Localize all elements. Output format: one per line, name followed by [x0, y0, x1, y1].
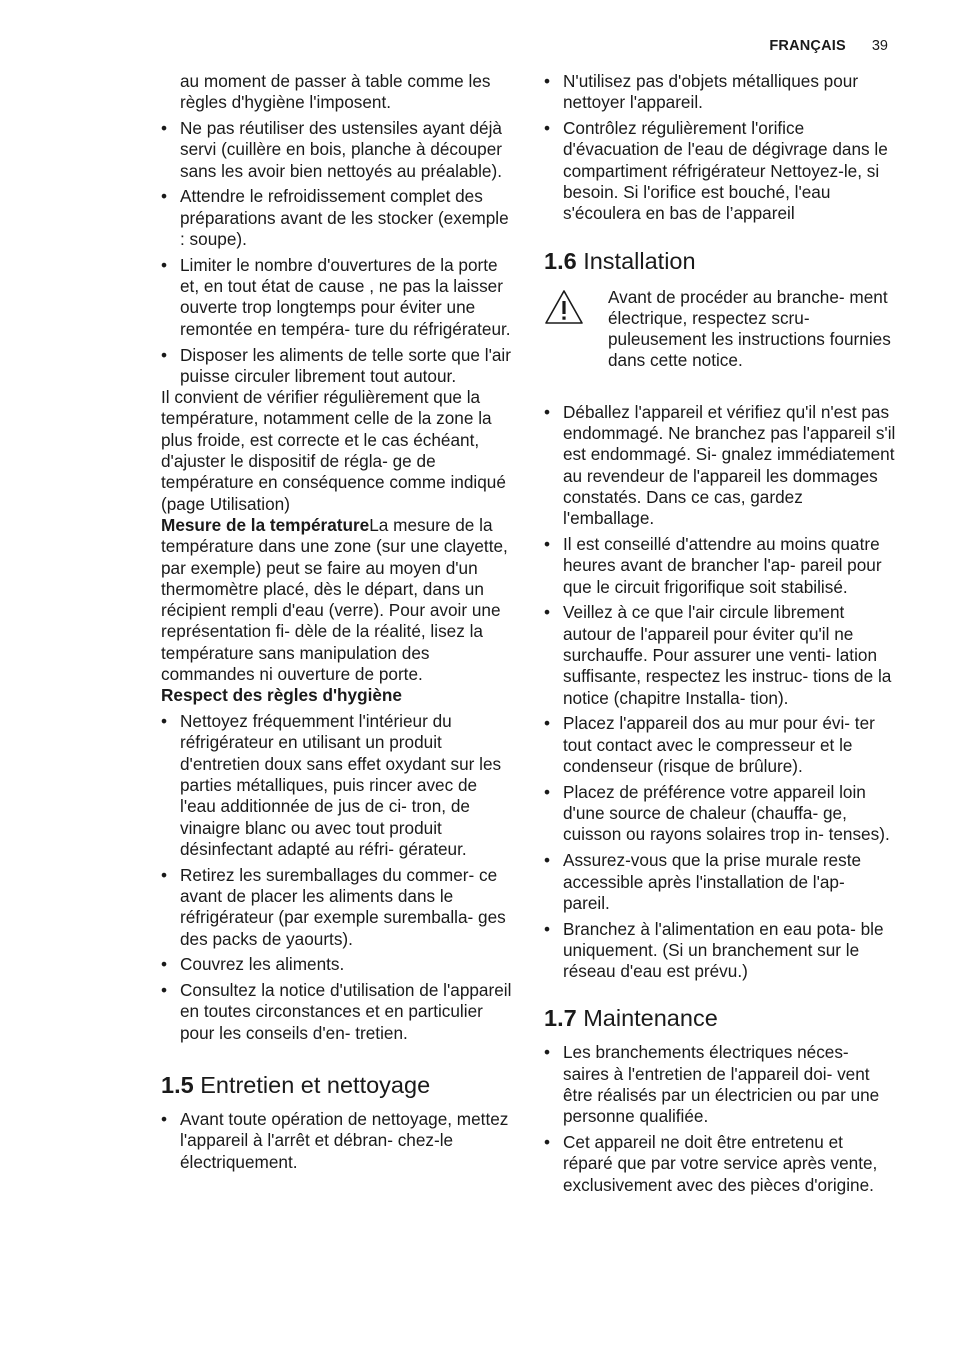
page-number: 39	[871, 38, 888, 54]
list-item: • Retirez les suremballages du commer- ce avant de placer les aliments dans le réfrigérateur (par exemple suremballa- ges des packs de yaourts).	[161, 865, 513, 950]
list-item: • Avant toute opération de nettoyage, mettez l'appareil à l'arrêt et débran- chez-le électriquement.	[161, 1109, 513, 1173]
section-heading-1-5: 1.5 Entretien et nettoyage	[161, 1072, 431, 1099]
list-item: • Couvrez les aliments.	[161, 954, 513, 975]
list-item: • N'utilisez pas d'objets métalliques pour nettoyer l'appareil.	[544, 71, 896, 114]
list-item: • Nettoyez fréquemment l'intérieur du réfrigérateur en utilisant un produit d'entretien doux sans effet oxydant sur les parties métalliques, puis rincer avec de l'eau additionnée de jus de ci- tron, de vinaigre blanc ou avec tout produit désinfectant adapté au réfri- gérateur.	[161, 711, 513, 860]
temperature-paragraph: Il convient de vérifier régulièrement que la température, notamment celle de la zone la plus froide, est correcte et le cas échéant, d'ajuster le dispositif de régla- ge de température en conséquence comme indiqué (page Utilisation)	[161, 387, 506, 514]
hygiene-tips-list	[161, 118, 513, 387]
right-column	[544, 71, 896, 1201]
temperature-measure-heading: Mesure de la température	[161, 514, 370, 535]
cleaning-list	[161, 1109, 513, 1173]
warning-box	[544, 287, 896, 372]
cleaning-list-continued	[544, 71, 896, 225]
list-item: • Placez l'appareil dos au mur pour évi- ter tout contact avec le compresseur et le condenseur (risque de brûlure).	[544, 713, 896, 777]
list-item: • Consultez la notice d'utilisation de l'appareil en toutes circonstances et en particulier pour les conseils d'en- tretien.	[161, 980, 513, 1044]
list-item: • Veillez à ce que l'air circule librement autour de l'appareil pour éviter qu'il ne surchauffe. Pour assurer une venti- lation suffisante, respectez les instruc- tions de la notice (chapitre Installa- tion).	[544, 602, 896, 708]
list-item: • Attendre le refroidissement complet des préparations avant de les stocker (exemple : soupe).	[161, 186, 513, 250]
list-item: • Assurez-vous que la prise murale reste accessible après l'installation de l'ap- pareil.	[544, 850, 896, 914]
list-item: • Les branchements électriques néces- saires à l'entretien de l'appareil doi- vent être réalisés par un électricien ou par une personne qualifiée.	[544, 1042, 896, 1127]
hygiene-rules-list	[161, 711, 513, 1044]
page-header	[769, 38, 888, 54]
warning-icon	[544, 289, 584, 325]
maintenance-list	[544, 1042, 896, 1196]
left-column	[161, 71, 513, 1177]
section-heading-1-7: 1.7 Maintenance	[544, 1005, 718, 1032]
list-item: • Limiter le nombre d'ouvertures de la porte et, en tout état de cause , ne pas la laisser ouverte trop longtemps pour éviter une remontée en tempéra- ture du réfrigérateur.	[161, 255, 513, 340]
list-item: • Ne pas réutiliser des ustensiles ayant déjà servi (cuillère en bois, planche à découper sans les avoir bien nettoyés au préalable).	[161, 118, 513, 182]
list-item: au moment de passer à table comme les règles d'hygiène l'imposent.	[180, 71, 491, 113]
list-item: • Il est conseillé d'attendre au moins quatre heures avant de brancher l'ap- pareil pour que le circuit frigorifique soit stabilisé.	[544, 534, 896, 598]
list-item: • Déballez l'appareil et vérifiez qu'il n'est pas endommagé. Ne branchez pas l'appareil s'il est endommagé. Si- gnalez immédiatement au revendeur de l'appareil les dommages constatés. Dans ce cas, gardez l'emballage.	[544, 402, 896, 530]
list-item: • Branchez à l'alimentation en eau pota- ble uniquement. (Si un branchement sur le réseau d'eau est prévu.)	[544, 919, 896, 983]
list-item: • Contrôlez régulièrement l'orifice d'évacuation de l'eau de dégivrage dans le compartiment réfrigérateur Nettoyez-le, si besoin. Si l'orifice est bouché, l'eau s'écoulera en bas de l’appareil	[544, 118, 896, 224]
warning-text: Avant de procéder au branche- ment électrique, respectez scru- puleusement les instructions fournies dans cette notice.	[608, 286, 891, 371]
section-heading-1-6: 1.6 Installation	[544, 247, 696, 274]
list-item: • Placez de préférence votre appareil loin d'une source de chaleur (chauffa- ge, cuisson ou rayons solaires trop in- tenses).	[544, 782, 896, 846]
temperature-measure-text: La mesure de la température dans une zone (sur une clayette, par exemple) peut se faire au moyen d'un thermomètre placé, dès le départ, dans un récipient rempli d'eau (verre). Pour avoir une représentation fi- dèle de la réalité, lisez la température sans manipulation des commandes ni ouverture de porte.	[161, 514, 508, 685]
temperature-measure-paragraph	[161, 515, 513, 685]
installation-list	[544, 402, 896, 983]
list-item: • Disposer les aliments de telle sorte que l'air puisse circuler librement tout autour.	[161, 345, 513, 388]
language-label: FRANÇAIS	[769, 38, 846, 54]
list-item: • Cet appareil ne doit être entretenu et réparé que par votre service après vente, exclusivement avec des pièces d'origine.	[544, 1132, 896, 1196]
hygiene-heading: Respect des règles d'hygiène	[161, 685, 402, 706]
continued-list	[161, 71, 513, 114]
